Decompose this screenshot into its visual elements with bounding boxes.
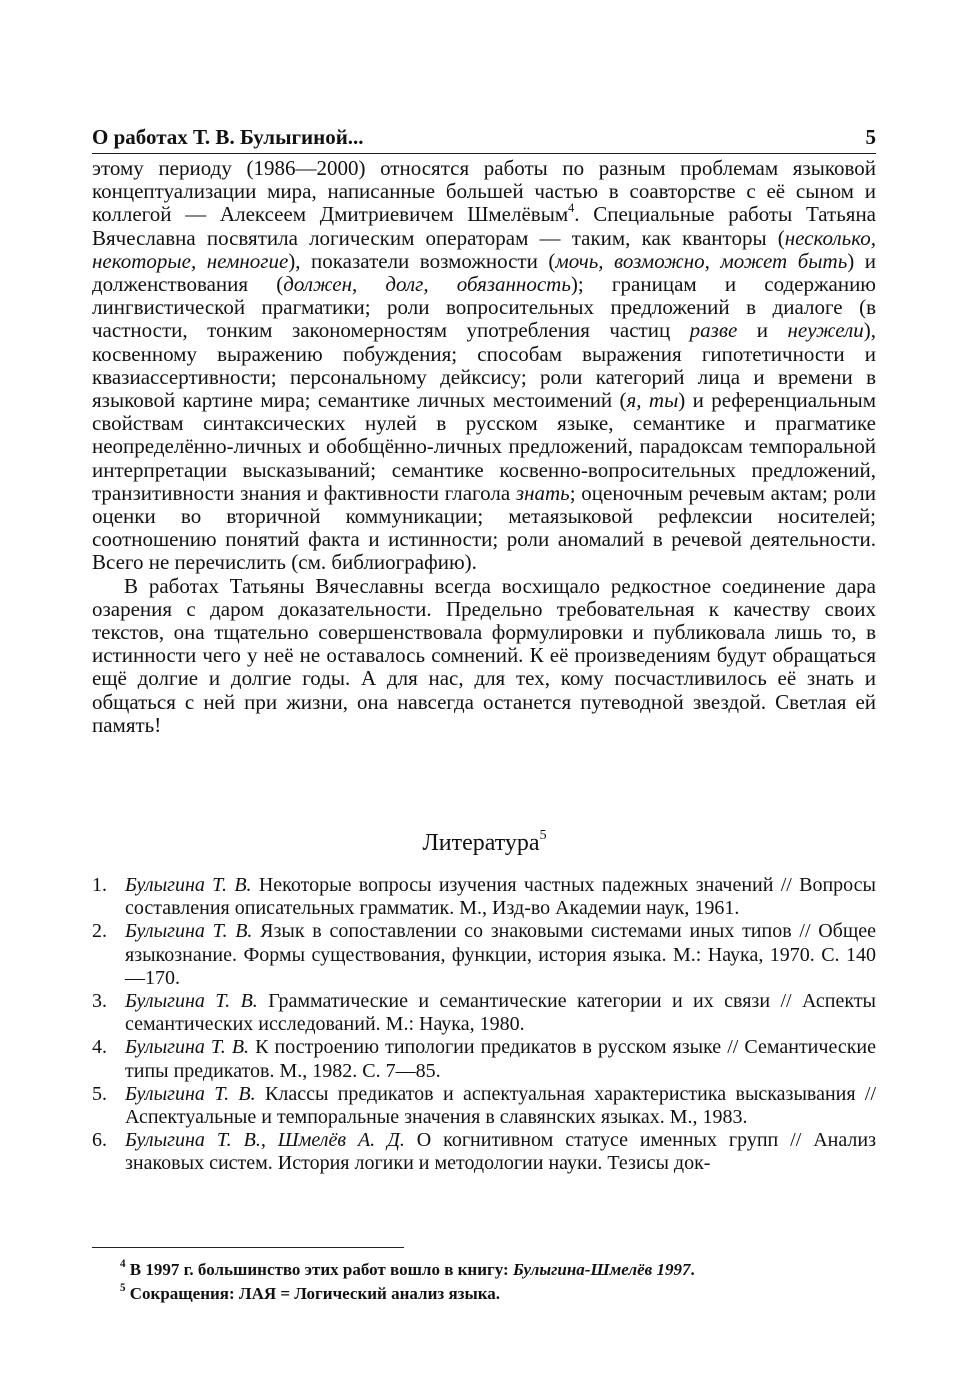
reference-author: Булыгина Т. В., Шмелёв А. Д. [125,1129,405,1152]
footnote-ref-5: 5 [539,828,547,844]
reference-author: Булыгина Т. В. [125,920,253,943]
footnote-5: $^5$ Сокращения: ЛАЯ = Логический анализ языка. [120,1282,501,1303]
page-number: 5 [865,125,876,149]
reference-item: 4. Булыгина Т. В. К построению типологии предикатов в русском языке // Семантические типы предикатов. М., 1982. С. 7—85. [92,1036,876,1082]
footnote-4: $^4$ В 1997 г. большинство этих работ вошло в книгу: Булыгина-Шмелёв 1997. [120,1258,695,1279]
main-text [92,157,876,737]
footnote-ref-4: 4 [568,200,575,215]
paragraph-2: В работах Татьяны Вячеславны всегда восхищало редкостное соединение дара озарения с даром доказательности. Предельно требовательная к качеству своих текстов, она тщательно совершенствовала формулировки и публиковала лишь то, в истинности чего у неё не оставалось сомнений. К её произведениям будут обращаться ещё долгие и долгие годы. А для нас, для тех, кому посчастливилось её знать и общаться с ней при жизни, она навсегда останется путеводной звездой. Светлая ей память! [92,573,876,737]
reference-author: Булыгина Т. В. [125,874,252,896]
reference-item: 5. Булыгина Т. В. Классы предикатов и аспектуальная характеристика высказывания // Аспектуальные и темпоральные значения в славянских языках. М., 1983. [92,1082,877,1129]
paragraph-1: этому периоду (1986—2000) относятся работы по разным проблемам языковой концептуализации мира, написанные большей частью в соавторстве с её сыном и коллегой — Алексеем Дмитриевичем Шмелёвым$^4$. Специальные работы Татьяна Вячеславна посвятила логическим операторам — таким, как кванторы (несколько, некоторые, немногие), показатели возможности (мочь, возможно, может быть) и долженствования (должен, долг, обязанность); границам и содержанию лингвистической прагматики; роли вопросительных предложений в диалоге (в частности, тонким закономерностям употребления частиц разве и неужели), косвенному выражению побуждения; способам выражения гипотетичности и квазиассертивности; персональному дейксису; роли категорий лица и времени в языковой картине мира; семантике личных местоимений (я, ты) и референциальным свойствам синтаксических нулей в русском языке, семантике и прагматике неопределённо-личных и обобщённо-личных предложений, парадоксам темпоральной интерпретации высказываний; семантике косвенно-вопросительных предложений, транзитивности знания и фактивности глагола знать; оценочным речевым актам; роли оценки во вторичной коммуникации; метаязыковой рефлексии носителей; соотношению понятий факта и истинности; роли аномалий в речевой деятельности. Всего не перечислить (см. библиографию). [92,156,877,575]
reference-author: Булыгина Т. В. [125,990,258,1013]
reference-item: 1. Булыгина Т. В. Некоторые вопросы изучения частных падежных значений // Вопросы составления описательных грамматик. М., Изд-во Академии наук, 1961. [92,874,876,920]
running-title: О работах Т. В. Булыгиной... [92,125,364,149]
running-head [92,124,876,154]
references-heading: Литература$^5$ [422,828,547,856]
reference-item: 6. Булыгина Т. В., Шмелёв А. Д. О когнитивном статусе именных групп // Анализ знаковых систем. История логики и методологии науки. Тезисы док- [92,1129,876,1175]
reference-item: 2. Булыгина Т. В. Язык в сопоставлении со знаковыми системами иных типов // Общее языкознание. Формы существования, функции, история языка. М.: Наука, 1970. С. 140—170. [92,920,877,989]
reference-item: 3. Булыгина Т. В. Грамматические и семантические категории и их связи // Аспекты семантических исследований. М.: Наука, 1980. [92,990,876,1036]
reference-list [92,874,876,1176]
footnote-divider [92,1247,404,1248]
reference-author: Булыгина Т. В. [125,1082,256,1105]
reference-author: Булыгина Т. В. [125,1036,250,1059]
footnotes [120,1258,860,1306]
